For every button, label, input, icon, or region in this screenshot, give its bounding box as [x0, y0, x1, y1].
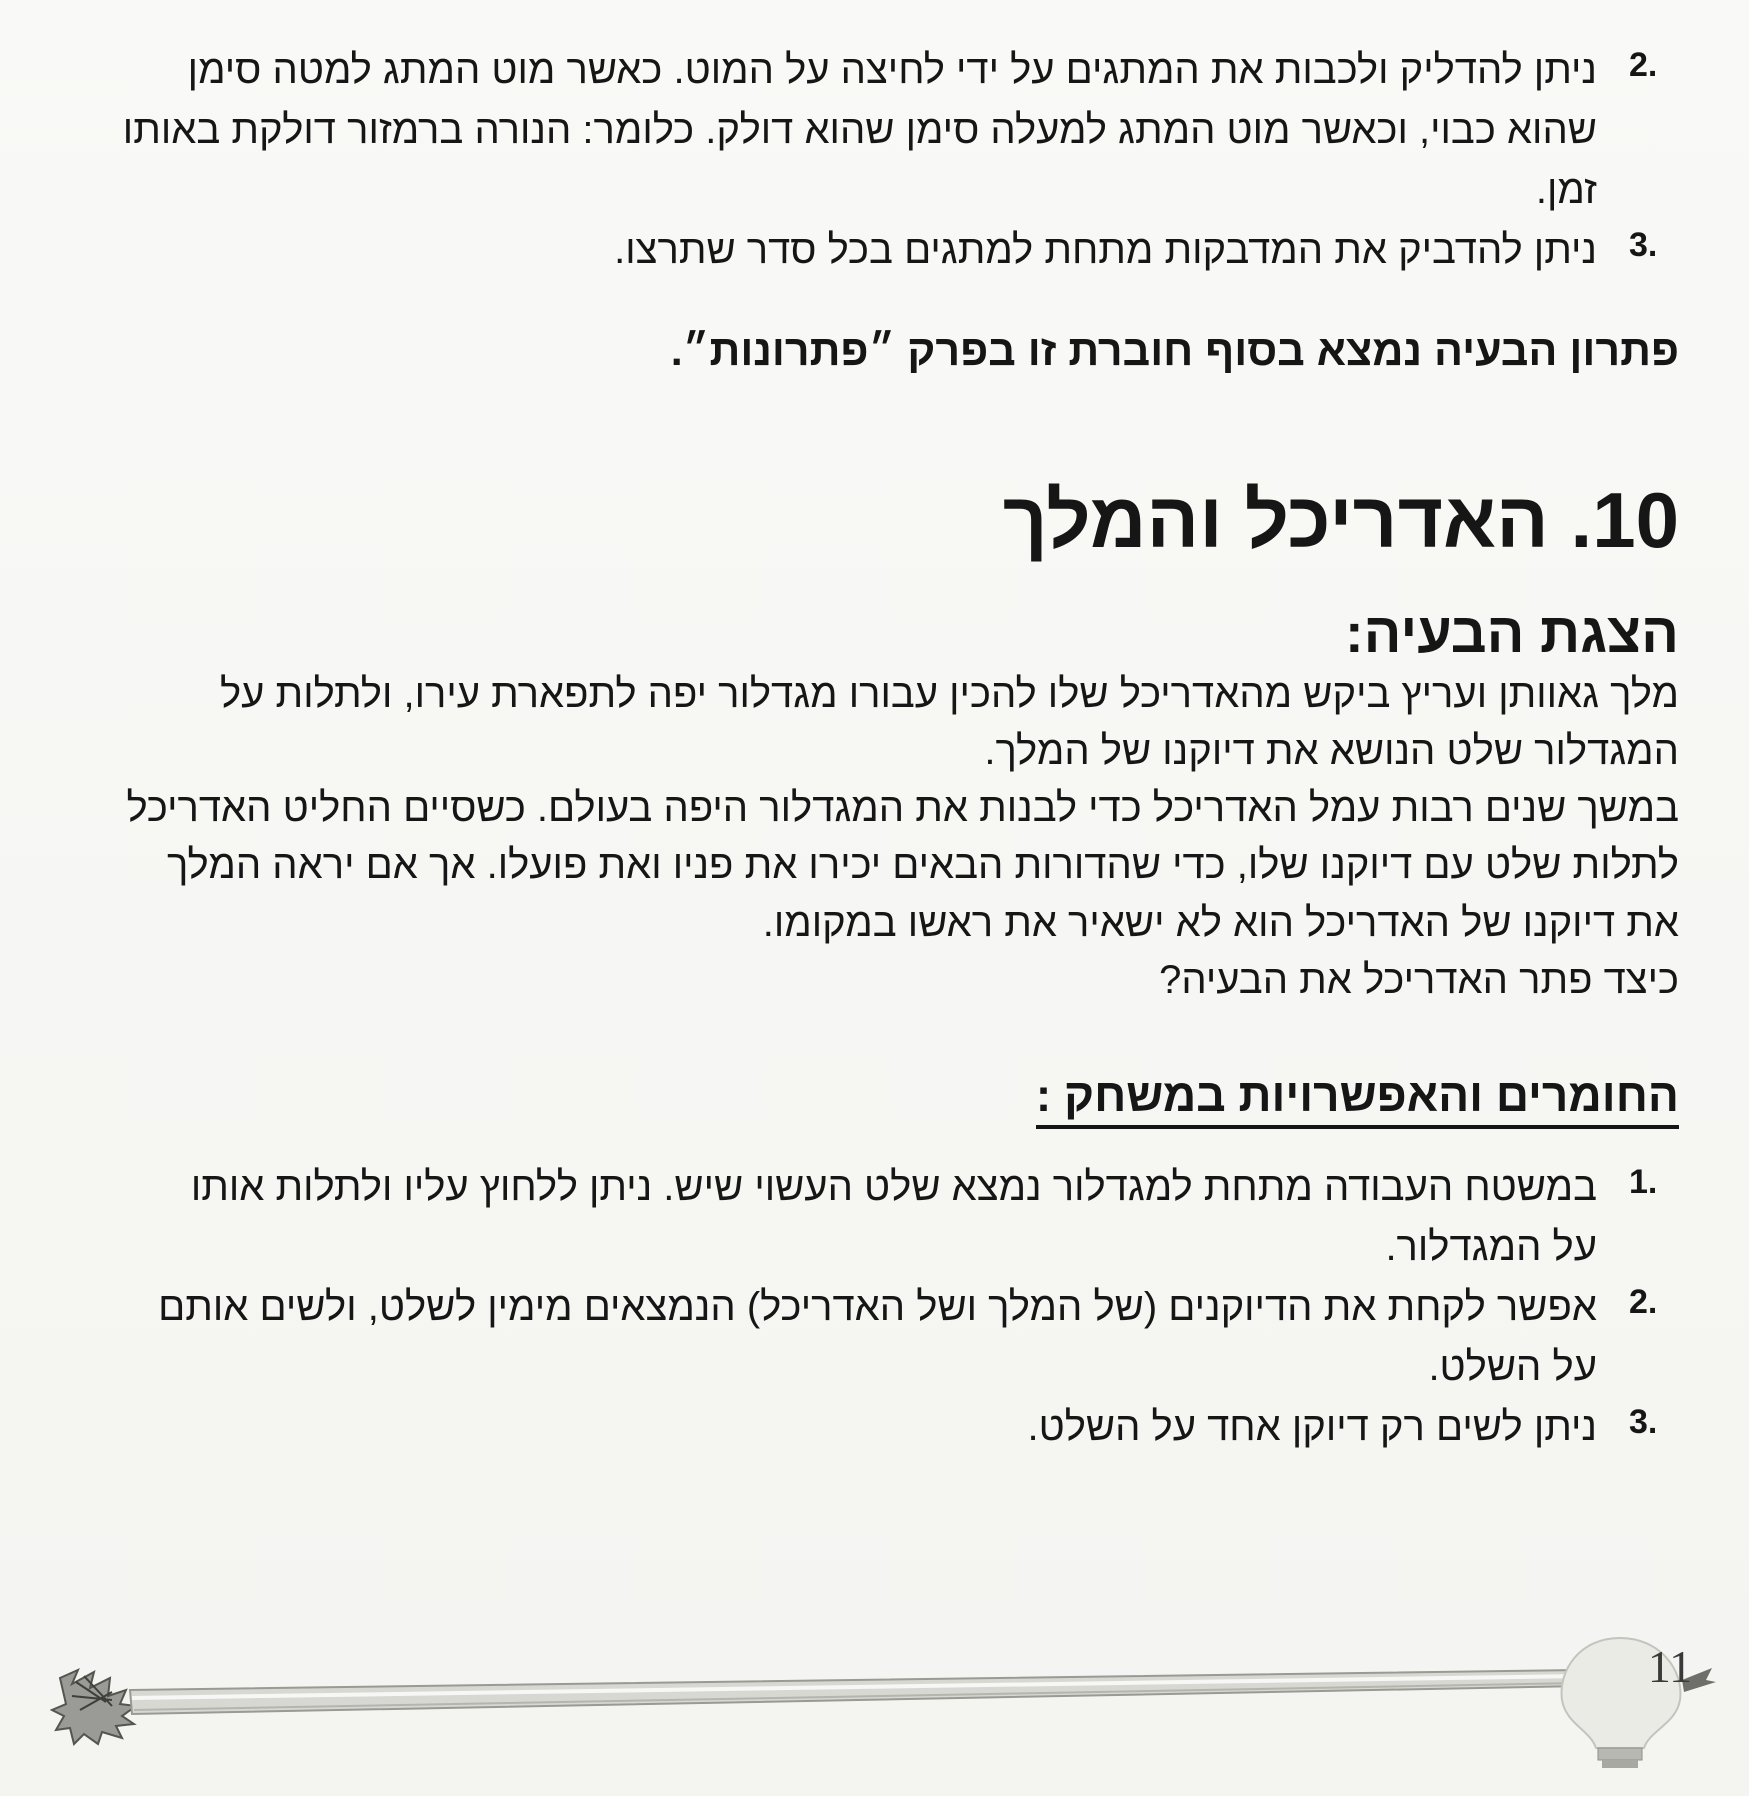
paragraph-line: במשך שנים רבות עמל האדריכל כדי לבנות את המגדלור היפה בעולם. כשסיים החליט האדריכל — [126, 786, 1679, 831]
frayed-wire-icon — [52, 1670, 136, 1744]
paragraph-line: המגדלור שלט הנושא את דיוקנו של המלך. — [984, 729, 1679, 774]
lightbulb-wire-decoration — [50, 1620, 1720, 1770]
page-number: 11 — [1647, 1641, 1693, 1692]
problem-paragraph — [36, 666, 1679, 780]
list-item — [36, 1277, 1679, 1397]
list-item — [36, 220, 1679, 280]
list-item-line: אפשר לקחת את הדיוקנים (של המלך ושל האדריכל) הנמצאים מימין לשלט, ולשים אותם — [158, 1284, 1597, 1329]
question-text: כיצד פתר האדריכל את הבעיה? — [1159, 957, 1679, 1002]
list-item — [36, 40, 1679, 220]
list-item-line: ניתן לשים רק דיוקן אחד על השלט. — [1027, 1404, 1597, 1449]
paragraph-line: מלך גאוותן ועריץ ביקש מהאדריכל שלו להכין עבורו מגדלור יפה לתפארת עירו, ולתלות על — [219, 671, 1679, 716]
list-item-line: על השלט. — [1428, 1344, 1597, 1389]
list-item-number: 2. — [1629, 46, 1658, 84]
solution-note: פתרון הבעיה נמצא בסוף חוברת זו בפרק ״פתרונות״. — [670, 327, 1679, 375]
list-item-number: 2. — [1629, 1282, 1658, 1321]
cable-icon — [130, 1670, 1582, 1714]
problem-heading: הצגת הבעיה: — [1345, 601, 1679, 665]
materials-list — [36, 1157, 1679, 1457]
list-item-number: 3. — [1629, 226, 1658, 264]
list-item-line: במשטח העבודה מתחת למגדלור נמצא שלט העשוי שיש. ניתן ללחוץ עליו ולתלות אותו — [190, 1164, 1597, 1209]
list-item-number: 1. — [1629, 1162, 1658, 1201]
top-instruction-list — [36, 40, 1679, 280]
paragraph-line: לתלות שלט עם דיוקנו שלו, כדי שהדורות הבאים יכירו את פניו ואת פועלו. אך אם יראה המלך — [166, 843, 1679, 888]
list-item — [36, 1157, 1679, 1277]
materials-heading: החומרים והאפשרויות במשחק : — [1036, 1067, 1679, 1129]
list-item-line: על המגדלור. — [1385, 1224, 1597, 1269]
list-item-number: 3. — [1629, 1402, 1658, 1441]
list-item-line: ניתן להדליק ולכבות את המתגים על ידי לחיצה על המוט. כאשר מוט המתג למטה סימן — [187, 48, 1597, 92]
list-item-line: שהוא כבוי, וכאשר מוט המתג למעלה סימן שהוא דולק. כלומר: הנורה ברמזור דולקת באותו — [122, 108, 1597, 152]
page-content — [36, 40, 1679, 1457]
problem-paragraph — [36, 780, 1679, 952]
page-footer — [50, 1620, 1720, 1770]
chapter-title: 10. האדריכל והמלך — [1002, 475, 1679, 564]
list-item-line: זמן. — [1535, 168, 1597, 212]
paragraph-line: את דיוקנו של האדריכל הוא לא ישאיר את ראשו במקומו. — [762, 900, 1679, 945]
list-item — [36, 1397, 1679, 1457]
list-item-line: ניתן להדביק את המדבקות מתחת למתגים בכל סדר שתרצו. — [614, 228, 1597, 272]
